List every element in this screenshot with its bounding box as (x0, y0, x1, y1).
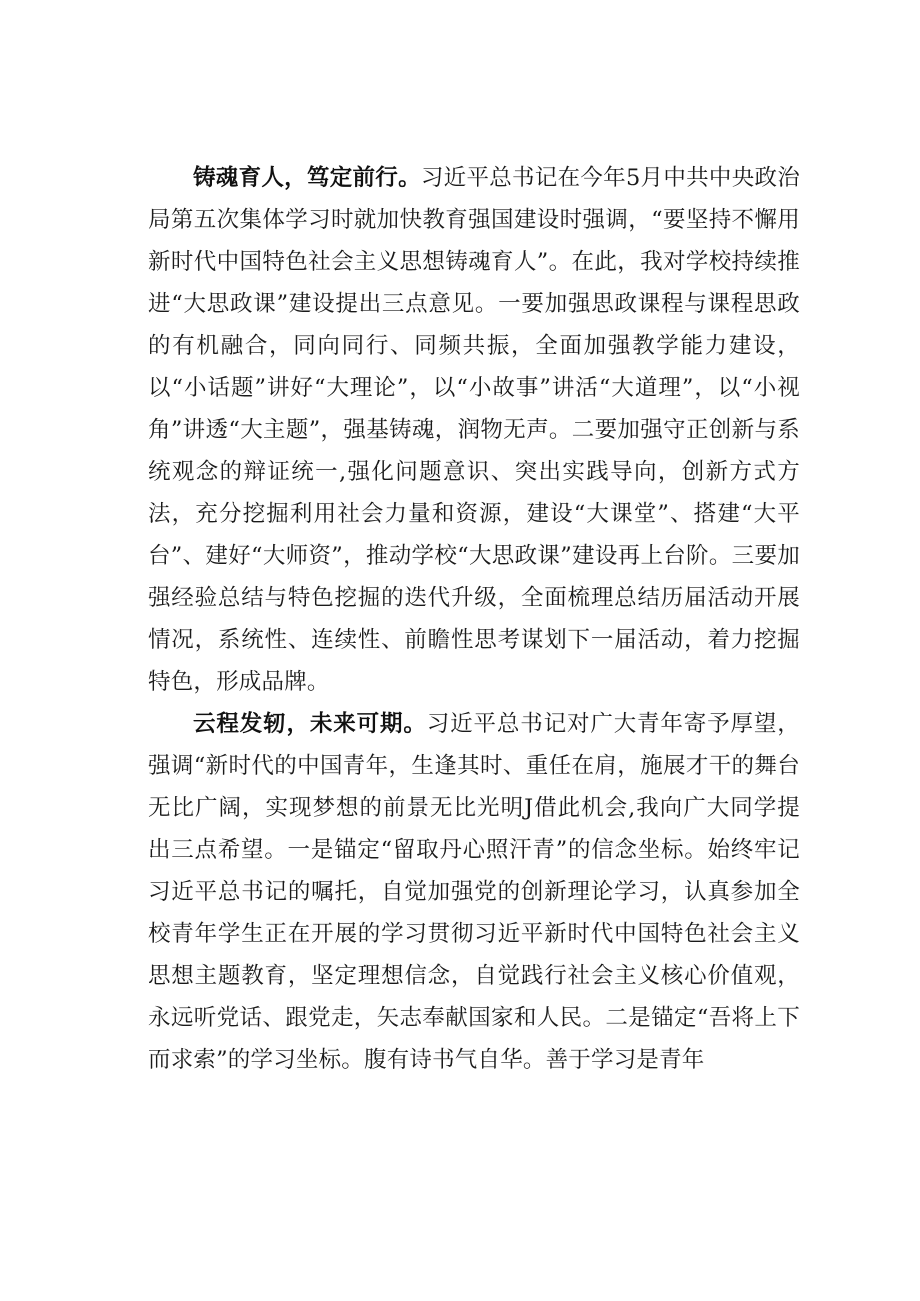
paragraph-1-text: 习近平总书记在今年5月中共中央政治局第五次集体学习时就加快教育强国建设时强调，“要坚持不懈用新时代中国特色社会主义思想铸魂育人”。在此，我对学校持续推进“大思政课”建设提出三点意见。一要加强思政课程与课程思政的有机融合，同向同行、同频共振，全面加强教学能力建设，以“小话题”讲好“大理论”，以“小故事”讲活“大道理”，以“小视角”讲透“大主题”，强基铸魂，润物无声。二要加强守正创新与系统观念的辩证统一,强化问题意识、突出实践导向，创新方式方法，充分挖掘利用社会力量和资源，建设“大课堂”、搭建“大平台”、建好“大师资”，推动学校“大思政课”建设再上台阶。三要加强经验总结与特色挖掘的迭代升级，全面梳理总结历届活动开展情况，系统性、连续性、前瞻性思考谋划下一届活动，着力挖掘特色，形成品牌。 (148, 165, 800, 695)
paragraph-2 (148, 703, 800, 1081)
paragraph-1-lead: 铸魂育人，笃定前行。 (193, 165, 421, 191)
paragraph-2-text: 习近平总书记对广大青年寄予厚望，强调“新时代的中国青年，生逢其时、重任在肩，施展才干的舞台无比广阔，实现梦想的前景无比光明J借此机会,我向广大同学提出三点希望。一是锚定“留取丹心照汗青”的信念坐标。始终牢记习近平总书记的嘱托，自觉加强党的创新理论学习，认真参加全校青年学生正在开展的学习贯彻习近平新时代中国特色社会主义思想主题教育，坚定理想信念，自觉践行社会主义核心价值观，永远听党话、跟党走，矢志奉献国家和人民。二是锚定“吾将上下而求索”的学习坐标。腹有诗书气自华。善于学习是青年 (148, 711, 800, 1073)
document-body (148, 157, 800, 1081)
paragraph-2-lead: 云程发轫，未来可期。 (193, 711, 427, 737)
paragraph-1 (148, 157, 800, 703)
